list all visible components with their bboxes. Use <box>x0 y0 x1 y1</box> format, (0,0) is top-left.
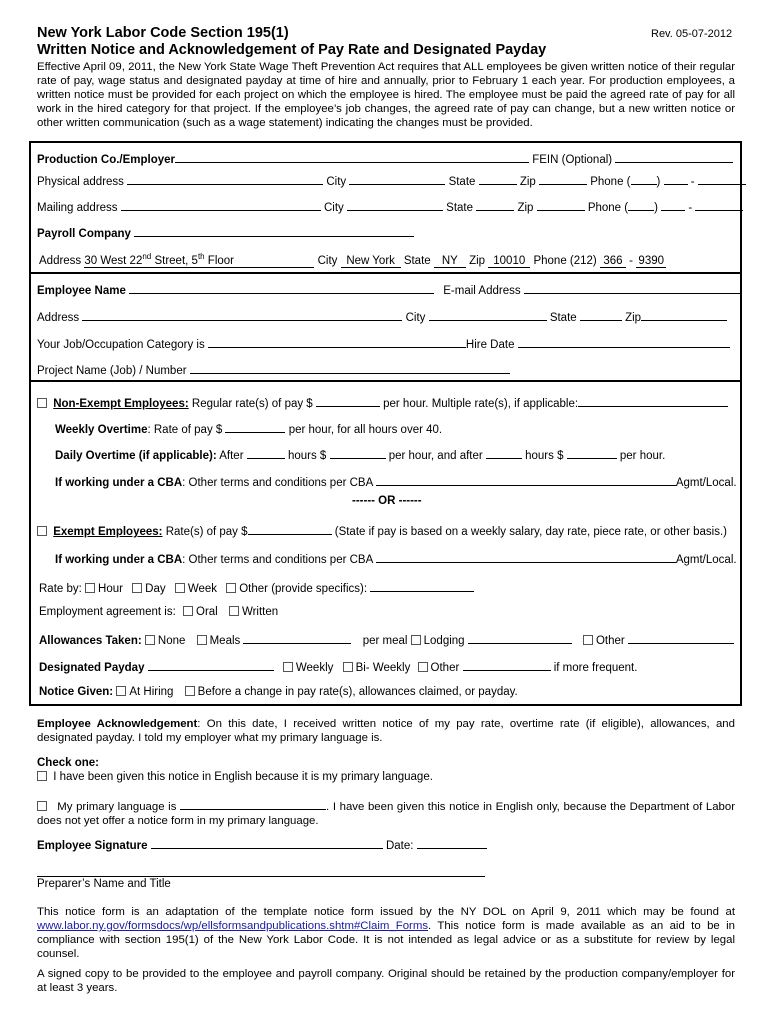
weekly-overtime-field[interactable] <box>225 421 285 433</box>
signed-copy-note: A signed copy to be provided to the employee and payroll company. Original should be retained by the production company/employer for at least 3 years. <box>37 968 735 994</box>
acknowledgement-label: Employee Acknowledgement <box>37 718 198 730</box>
daily-hours-text: hours $ <box>287 450 327 462</box>
hire-date-label: Hire Date <box>465 339 515 351</box>
fein-label: FEIN (Optional) <box>532 154 613 166</box>
daily-rate2-field[interactable] <box>567 447 617 459</box>
written-checkbox[interactable] <box>229 606 239 616</box>
meals-field[interactable] <box>243 632 351 644</box>
payroll-zip-value[interactable]: 10010 <box>488 255 530 268</box>
weekly-checkbox[interactable] <box>283 662 293 672</box>
acknowledgement-paragraph <box>37 717 735 745</box>
exempt-checkbox[interactable] <box>37 526 47 536</box>
production-employer-row <box>37 151 733 166</box>
payday-other-field[interactable] <box>463 659 551 671</box>
cba-tail: Agmt/Local. <box>675 554 737 566</box>
physical-zip-field[interactable] <box>539 173 587 185</box>
signature-label: Employee Signature <box>37 840 148 852</box>
notice-given-row <box>39 686 518 698</box>
employee-name-label: Employee Name <box>37 285 126 297</box>
day-label: Day <box>145 583 166 595</box>
primary-language-field[interactable] <box>180 798 326 810</box>
zip-label: Zip <box>469 254 486 267</box>
none-label: None <box>157 635 186 647</box>
project-label: Project Name (Job) / Number <box>37 365 187 377</box>
notice-given-label: Notice Given: <box>39 686 114 698</box>
adaptation-text-2: . This notice form is made available as an aid to be in compliance with section 195(1) of the New York Labor Code. It is not intended as legal advice or as a substitute for review by legal counsel. <box>37 920 735 960</box>
city-label: City <box>317 254 338 267</box>
hour-label: Hour <box>98 583 123 595</box>
hour-checkbox[interactable] <box>85 583 95 593</box>
intro-paragraph: Effective April 09, 2011, the New York State Wage Theft Prevention Act requires that ALL employees be given written notice of their regular rate of pay, wage status and designated payday at time of hire and annually, prior to February 1 each year. For production employees, a written notice must be provided for each project on which the employee is hired. The employee must be paid the agreed rate of pay for all work in the hired category for that project. If the employee’s job changes, the agreed rate of pay can change, but a new written notice or other written communication (such as a wage statement) indicating the changes must be provided. <box>37 61 735 129</box>
allowances-label: Allowances Taken: <box>39 635 142 647</box>
rate-by-label: Rate by: <box>39 583 82 595</box>
before-change-label: Before a change in pay rate(s), allowances claimed, or payday. <box>197 686 518 698</box>
state-label: State <box>403 254 431 267</box>
exempt-rate-field[interactable] <box>248 523 332 535</box>
other-rate-label: Other (provide specifics): <box>239 583 368 595</box>
or-separator: ------ OR ------ <box>352 495 422 507</box>
payroll-state-value[interactable]: NY <box>434 255 466 268</box>
job-category-label: Your Job/Occupation Category is <box>37 339 205 351</box>
zip-label: Zip <box>517 202 534 214</box>
job-category-row <box>37 336 730 351</box>
meals-label: Meals <box>209 635 241 647</box>
street-text: 30 West 22 <box>84 254 143 267</box>
weekly-overtime-label: Weekly Overtime <box>55 424 148 436</box>
oral-checkbox[interactable] <box>183 606 193 616</box>
mailing-zip-field[interactable] <box>537 199 585 211</box>
mailing-state-field[interactable] <box>476 199 514 211</box>
other-allowance-field[interactable] <box>628 632 734 644</box>
rate-by-row <box>39 580 474 595</box>
payroll-company-field[interactable] <box>134 225 414 237</box>
payday-other-checkbox[interactable] <box>418 662 428 672</box>
hire-date-field[interactable] <box>518 336 730 348</box>
biweekly-checkbox[interactable] <box>343 662 353 672</box>
phone-paren: ) <box>654 202 658 214</box>
daily-per-hour-after-text: per hour, and after <box>388 450 483 462</box>
fein-field[interactable] <box>615 151 733 163</box>
physical-phone-line-field[interactable] <box>698 173 746 185</box>
dash: - <box>629 254 634 267</box>
daily-after-text: After <box>219 450 244 462</box>
physical-address-label: Physical address <box>37 176 124 188</box>
form-title: New York Labor Code Section 195(1) <box>37 25 289 41</box>
address-label: Address <box>39 254 82 267</box>
physical-phone-prefix-field[interactable] <box>664 173 688 185</box>
form-subtitle: Written Notice and Acknowledgement of Pay Rate and Designated Payday <box>37 42 547 58</box>
nonexempt-row <box>37 395 728 410</box>
dash: - <box>688 202 693 214</box>
employee-address-label: Address <box>37 312 80 324</box>
date-label: Date: <box>385 840 414 852</box>
cba-field-2[interactable] <box>376 551 676 563</box>
cba-label: If working under a CBA <box>55 554 183 566</box>
dol-forms-link[interactable]: www.labor.ny.gov/formsdocs/wp/ellsformsandpublications.shtm#Claim_Forms <box>37 920 429 932</box>
preparer-line[interactable] <box>37 866 485 877</box>
cba-text: : Other terms and conditions per CBA <box>182 554 373 566</box>
signature-field[interactable] <box>151 837 383 849</box>
project-field[interactable] <box>190 362 510 374</box>
lodging-field[interactable] <box>468 632 572 644</box>
state-label: State <box>446 202 474 214</box>
other-allowance-label: Other <box>595 635 625 647</box>
payroll-phone-area: Phone (212) <box>533 254 597 267</box>
signature-row <box>37 837 487 852</box>
exempt-row <box>37 523 727 538</box>
job-category-field[interactable] <box>208 336 466 348</box>
weekly-overtime-tail: per hour, for all hours over 40. <box>288 424 443 436</box>
daily-hours2-field[interactable] <box>486 447 522 459</box>
employee-state-field[interactable] <box>580 309 622 321</box>
zip-label: Zip <box>625 312 642 324</box>
exempt-text: Rate(s) of pay $ <box>165 526 248 538</box>
week-label: Week <box>187 583 218 595</box>
lodging-checkbox[interactable] <box>411 635 421 645</box>
employee-city-field[interactable] <box>429 309 547 321</box>
employee-zip-field[interactable] <box>641 309 727 321</box>
employee-name-row <box>37 282 740 297</box>
employee-address-row <box>37 309 727 324</box>
payroll-company-row <box>37 225 414 240</box>
payroll-address-row <box>39 252 666 268</box>
cba-tail: Agmt/Local. <box>675 477 737 489</box>
daily-per-hour-text: per hour. <box>619 450 666 462</box>
english-primary-checkbox[interactable] <box>37 771 47 781</box>
weekly-overtime-row <box>55 421 442 436</box>
payday-row <box>39 659 637 674</box>
other-language-option <box>37 798 735 828</box>
date-field[interactable] <box>417 837 487 849</box>
other-allowance-checkbox[interactable] <box>583 635 593 645</box>
check-one-label: Check one: <box>37 757 99 769</box>
daily-overtime-label: Daily Overtime (if applicable): <box>55 450 217 462</box>
phone-label: Phone ( <box>590 176 631 188</box>
lodging-label: Lodging <box>423 635 465 647</box>
mailing-address-field[interactable] <box>121 199 321 211</box>
mailing-address-label: Mailing address <box>37 202 118 214</box>
daily-overtime-row <box>55 447 665 462</box>
mailing-phone-prefix-field[interactable] <box>661 199 685 211</box>
mailing-phone-area-field[interactable] <box>628 199 654 211</box>
mailing-city-field[interactable] <box>347 199 443 211</box>
street-text-2: Street, 5 <box>151 254 198 267</box>
street-suffix: nd <box>142 252 152 261</box>
payday-field[interactable] <box>148 659 274 671</box>
physical-phone-area-field[interactable] <box>631 173 657 185</box>
physical-address-row <box>37 173 746 188</box>
day-checkbox[interactable] <box>132 583 142 593</box>
agreement-row <box>39 606 278 618</box>
adaptation-paragraph <box>37 905 735 961</box>
mailing-phone-line-field[interactable] <box>695 199 743 211</box>
city-label: City <box>326 176 347 188</box>
payroll-address-value[interactable] <box>84 252 314 268</box>
payroll-phone-line[interactable]: 9390 <box>636 255 666 268</box>
physical-state-field[interactable] <box>479 173 517 185</box>
exempt-label: Exempt Employees: <box>53 526 163 538</box>
mailing-address-row <box>37 199 743 214</box>
revision-date: Rev. 05-07-2012 <box>651 28 733 40</box>
primary-language-label: My primary language is <box>57 801 177 813</box>
cba-row-1 <box>55 474 737 489</box>
other-rate-field[interactable] <box>370 580 474 592</box>
biweekly-label: Bi- Weekly <box>355 662 411 674</box>
zip-label: Zip <box>519 176 536 188</box>
cba-text: : Other terms and conditions per CBA <box>182 477 373 489</box>
physical-city-field[interactable] <box>349 173 445 185</box>
payday-other-label: Other <box>430 662 460 674</box>
per-meal-label: per meal <box>362 635 408 647</box>
preparer-label: Preparer’s Name and Title <box>37 878 171 890</box>
meals-checkbox[interactable] <box>197 635 207 645</box>
project-row <box>37 362 510 377</box>
at-hiring-checkbox[interactable] <box>116 686 126 696</box>
english-primary-option <box>37 771 433 783</box>
more-frequent-text: if more frequent. <box>553 662 638 674</box>
nonexempt-label: Non-Exempt Employees: <box>53 398 189 410</box>
other-language-checkbox[interactable] <box>37 801 47 811</box>
adaptation-text: This notice form is an adaptation of the template notice form issued by the NY DOL on April 9, 2011 which may be found at <box>37 906 735 918</box>
state-label: State <box>549 312 577 324</box>
before-change-checkbox[interactable] <box>185 686 195 696</box>
payroll-city-value[interactable]: New York <box>341 255 401 268</box>
regular-rate-field[interactable] <box>316 395 380 407</box>
phone-paren: ) <box>656 176 661 188</box>
payday-label: Designated Payday <box>39 662 145 674</box>
email-label: E-mail Address <box>443 285 521 297</box>
payroll-company-label: Payroll Company <box>37 228 131 240</box>
written-label: Written <box>241 606 279 618</box>
payroll-phone-prefix[interactable]: 366 <box>600 255 626 268</box>
daily-hours2-text: hours $ <box>525 450 564 462</box>
cba-row-2 <box>55 551 737 566</box>
state-label: State <box>448 176 476 188</box>
other-language-text: . I have been given this notice in English only, because the Department of Labor does not yet offer a notice form in my primary language. <box>37 801 736 827</box>
english-primary-label: I have been given this notice in English because it is my primary language. <box>53 771 433 783</box>
phone-label: Phone ( <box>587 202 629 214</box>
nonexempt-text: Regular rate(s) of pay $ <box>191 398 313 410</box>
multiple-rates-field[interactable] <box>578 395 728 407</box>
none-checkbox[interactable] <box>145 635 155 645</box>
employee-address-field[interactable] <box>82 309 402 321</box>
email-field[interactable] <box>524 282 740 294</box>
production-employer-field[interactable] <box>175 151 529 163</box>
weekly-overtime-text: : Rate of pay $ <box>147 424 223 436</box>
cba-field-1[interactable] <box>376 474 676 486</box>
physical-address-field[interactable] <box>127 173 323 185</box>
oral-label: Oral <box>196 606 218 618</box>
other-rate-checkbox[interactable] <box>226 583 236 593</box>
exempt-tail: (State if pay is based on a weekly salary, day rate, piece rate, or other basis.) <box>334 526 727 538</box>
floor-suffix: th <box>197 252 205 261</box>
nonexempt-checkbox[interactable] <box>37 398 47 408</box>
daily-hours-field[interactable] <box>247 447 285 459</box>
allowances-row <box>39 632 734 647</box>
employee-name-field[interactable] <box>129 282 434 294</box>
weekly-label: Weekly <box>295 662 334 674</box>
at-hiring-label: At Hiring <box>129 686 174 698</box>
week-checkbox[interactable] <box>175 583 185 593</box>
cba-label: If working under a CBA <box>55 477 183 489</box>
city-label: City <box>405 312 426 324</box>
multiple-rates-text: per hour. Multiple rate(s), if applicable: <box>383 398 579 410</box>
acknowledgement-text: : On this date, I received written notice of my pay rate, overtime rate (if eligible), allowances, and designated payday. I told my employer what my primary language is. <box>37 718 735 744</box>
dash: - <box>690 176 695 188</box>
floor-text: Floor <box>204 254 235 267</box>
agreement-label: Employment agreement is: <box>39 606 176 618</box>
daily-rate-field[interactable] <box>330 447 386 459</box>
city-label: City <box>323 202 344 214</box>
production-label: Production Co./Employer <box>37 154 176 166</box>
